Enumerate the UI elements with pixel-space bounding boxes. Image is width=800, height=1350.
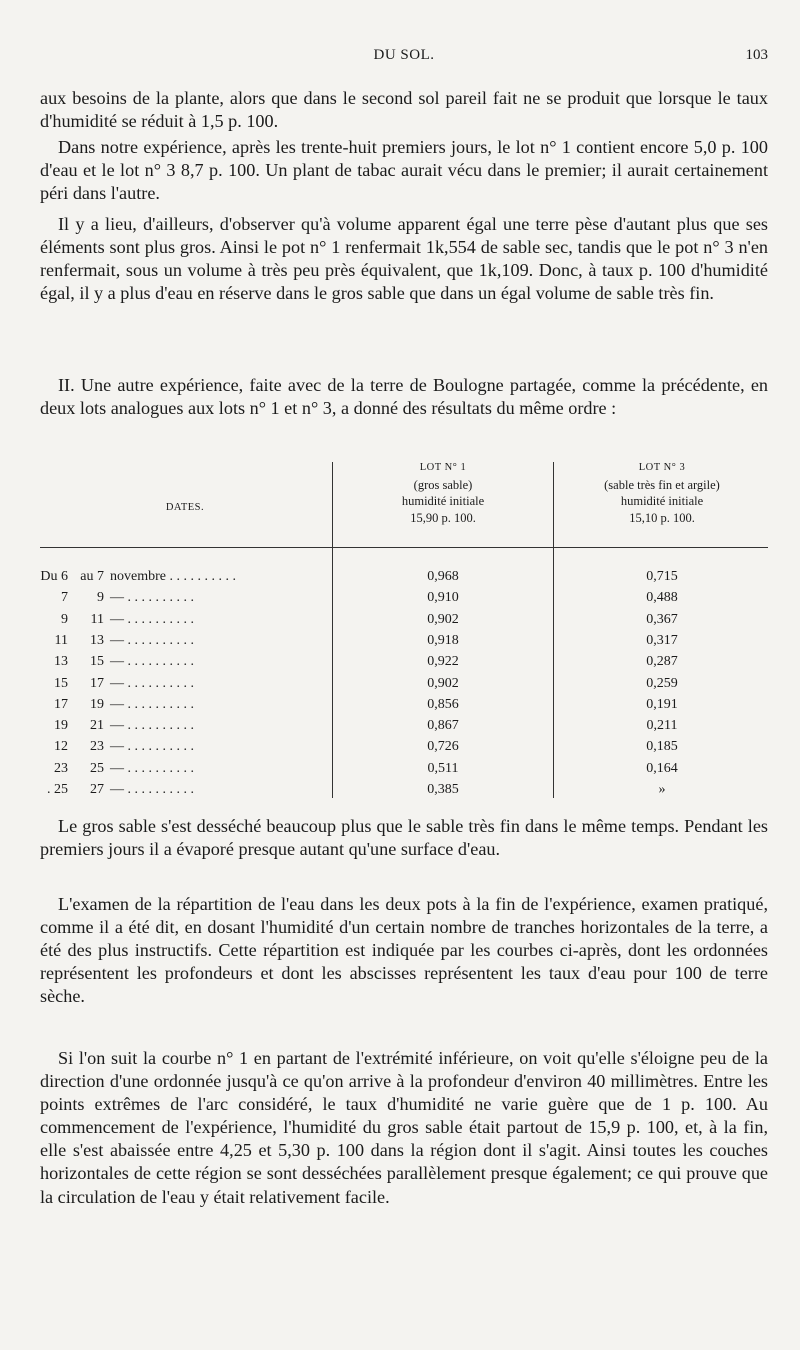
- lot3-value: 0,211: [646, 718, 678, 734]
- table-row: [40, 761, 768, 782]
- lot1-humidity-value: 15,90 p. 100.: [410, 510, 476, 525]
- lot3-title: LOT N° 3: [638, 462, 686, 473]
- lot3-value: 0,317: [646, 632, 678, 648]
- lot1-value: 0,910: [427, 590, 459, 606]
- table-row: [40, 739, 768, 760]
- lot3-value: 0,191: [646, 696, 678, 712]
- paragraph-4: II. Une autre expérience, faite avec de la terre de Boulogne partagée, comme la précédente, en deux lots analogues aux lots n° 1 et n° 3, a donné des résultats du même ordre :: [40, 375, 768, 419]
- date-start: 11: [54, 632, 68, 648]
- column-header-dates: [40, 498, 330, 517]
- date-suffix: — . . . . . . . . . .: [110, 739, 194, 755]
- lot3-value: 0,259: [646, 675, 678, 691]
- table-row: [40, 697, 768, 718]
- lot3-value: 0,287: [646, 654, 678, 670]
- date-cell: [40, 718, 330, 734]
- date-end: 13: [90, 632, 104, 648]
- date-suffix: — . . . . . . . . . .: [110, 675, 194, 691]
- running-title: DU SOL.: [373, 47, 435, 63]
- lot3-humidity-label: humidité initiale: [620, 494, 704, 508]
- date-end: 21: [90, 718, 104, 734]
- lot3-value: 0,164: [646, 760, 678, 776]
- date-end: 11: [90, 611, 104, 627]
- date-cell: [40, 612, 330, 628]
- date-start: 17: [54, 696, 68, 712]
- lot1-value: 0,922: [427, 654, 459, 670]
- date-start: 9: [61, 611, 68, 627]
- lot3-value: »: [658, 782, 666, 797]
- table-row: [40, 569, 768, 590]
- lot1-value: 0,968: [427, 569, 459, 584]
- table-row: [40, 590, 768, 611]
- date-end: au 7: [80, 569, 104, 584]
- lot1-value: 0,867: [427, 718, 459, 734]
- lot1-value: 0,902: [427, 675, 459, 691]
- lot3-desc: (sable très fin et argile): [604, 477, 720, 492]
- paragraph-5: Le gros sable s'est desséché beaucoup plus que le sable très fin dans le même temps. Pendant les premiers jours il a évaporé presque autant qu'une surface d'eau.: [40, 816, 768, 860]
- date-end: 27: [90, 782, 104, 797]
- date-suffix: — . . . . . . . . . .: [110, 718, 194, 734]
- date-start: 23: [54, 760, 68, 776]
- date-end: 17: [90, 675, 104, 691]
- date-suffix: — . . . . . . . . . .: [110, 760, 194, 776]
- lot1-value: 0,902: [427, 611, 459, 627]
- lot1-desc: (gros sable): [413, 477, 473, 492]
- paragraph-2: Dans notre expérience, après les trente-huit premiers jours, le lot n° 1 contient encore 5,0 p. 100 d'eau et le lot n° 3 8,7 p. 100. Un plant de tabac aurait vécu dans le premier; il aurait certainement péri dans l'autre.: [40, 137, 768, 204]
- date-suffix: — . . . . . . . . . .: [110, 632, 194, 648]
- table-row: [40, 718, 768, 739]
- date-suffix: — . . . . . . . . . .: [110, 611, 194, 627]
- date-cell: [40, 569, 330, 585]
- lot1-value: 0,918: [427, 632, 459, 648]
- table-row: [40, 654, 768, 675]
- page-number: 103: [745, 47, 768, 63]
- date-suffix: — . . . . . . . . . .: [110, 696, 194, 712]
- paragraph-7: Si l'on suit la courbe n° 1 en partant de l'extrémité inférieure, on voit qu'elle s'éloigne peu de la direction d'une ordonnée jusqu'à ce qu'on arrive à la profondeur d'environ 40 millimètres. Entre les points extrêmes de l'arc considéré, le taux d'humidité ne varie guère que de 1 p. 100. Au commencement de l'expérience, l'humidité du gros sable était partout de 15,9 p. 100, et, à la fin, elle s'est abaissée entre 4,25 et 5,30 p. 100 dans la région dont il s'agit. Ainsi toutes les couches horizontales de cette région se sont desséchées parallèlement presque également; ce qui prouve que la circulation de l'eau y était relativement facile.: [40, 1048, 768, 1207]
- table-header-rule: [40, 547, 768, 548]
- date-suffix: — . . . . . . . . . .: [110, 782, 194, 797]
- date-start: 7: [61, 590, 68, 606]
- lot1-title: LOT N° 1: [419, 462, 467, 473]
- lot1-humidity-label: humidité initiale: [401, 494, 485, 508]
- date-cell: [40, 739, 330, 755]
- table-row: [40, 612, 768, 633]
- date-cell: [40, 761, 330, 777]
- dates-header-label: DATES.: [165, 502, 205, 513]
- date-cell: [40, 633, 330, 649]
- date-end: 25: [90, 760, 104, 776]
- date-start: 12: [54, 739, 68, 755]
- date-start: . 25: [47, 782, 68, 797]
- paragraph-6: L'examen de la répartition de l'eau dans les deux pots à la fin de l'expérience, examen pratiqué, comme il a été dit, en dosant l'humidité d'un certain nombre de tranches horizontales de la terre, a été des plus instructifs. Cette répartition est indiquée par les courbes ci-après, dont les ordonnées représentent les profondeurs et dont les abscisses représentent les taux d'eau pour 100 de terre sèche.: [40, 894, 768, 1007]
- lot3-value: 0,185: [646, 739, 678, 755]
- table-row: [40, 676, 768, 697]
- table-row: [40, 782, 768, 803]
- lot1-value: 0,511: [427, 760, 459, 776]
- page-header: [40, 47, 768, 71]
- date-suffix: — . . . . . . . . . .: [110, 654, 194, 670]
- column-header-lot-3: [556, 460, 768, 526]
- date-end: 15: [90, 654, 104, 670]
- humidity-table: [40, 460, 768, 800]
- date-cell: [40, 590, 330, 606]
- date-cell: [40, 697, 330, 713]
- date-cell: [40, 676, 330, 692]
- date-start: 13: [54, 654, 68, 670]
- lot3-value: 0,715: [646, 569, 678, 584]
- date-start: 15: [54, 675, 68, 691]
- date-end: 23: [90, 739, 104, 755]
- date-cell: [40, 782, 330, 798]
- lot1-value: 0,856: [427, 696, 459, 712]
- date-start: Du 6: [40, 569, 68, 584]
- date-end: 9: [97, 590, 104, 606]
- column-header-lot-1: [334, 460, 552, 526]
- lot3-value: 0,488: [646, 590, 678, 606]
- date-suffix: novembre . . . . . . . . . .: [110, 569, 236, 584]
- lot1-value: 0,726: [427, 739, 459, 755]
- paragraph-3: Il y a lieu, d'ailleurs, d'observer qu'à volume apparent égal une terre pèse d'autant plus que ses éléments sont plus gros. Ainsi le pot n° 1 renfermait 1k,554 de sable sec, tandis que le pot n° 3 n'en renfermait, sous un volume à très peu près équivalent, que 1k,109. Donc, à taux p. 100 d'humidité égal, il y a plus d'eau en réserve dans le gros sable que dans un égal volume de sable très fin.: [40, 214, 768, 304]
- table-row: [40, 633, 768, 654]
- date-cell: [40, 654, 330, 670]
- lot3-humidity-value: 15,10 p. 100.: [629, 510, 695, 525]
- lot3-value: 0,367: [646, 611, 678, 627]
- date-suffix: — . . . . . . . . . .: [110, 590, 194, 606]
- date-end: 19: [90, 696, 104, 712]
- lot1-value: 0,385: [427, 782, 459, 797]
- paragraph-1: aux besoins de la plante, alors que dans le second sol pareil fait ne se produit que lorsque le taux d'humidité se réduit à 1,5 p. 100.: [40, 88, 768, 132]
- date-start: 19: [54, 718, 68, 734]
